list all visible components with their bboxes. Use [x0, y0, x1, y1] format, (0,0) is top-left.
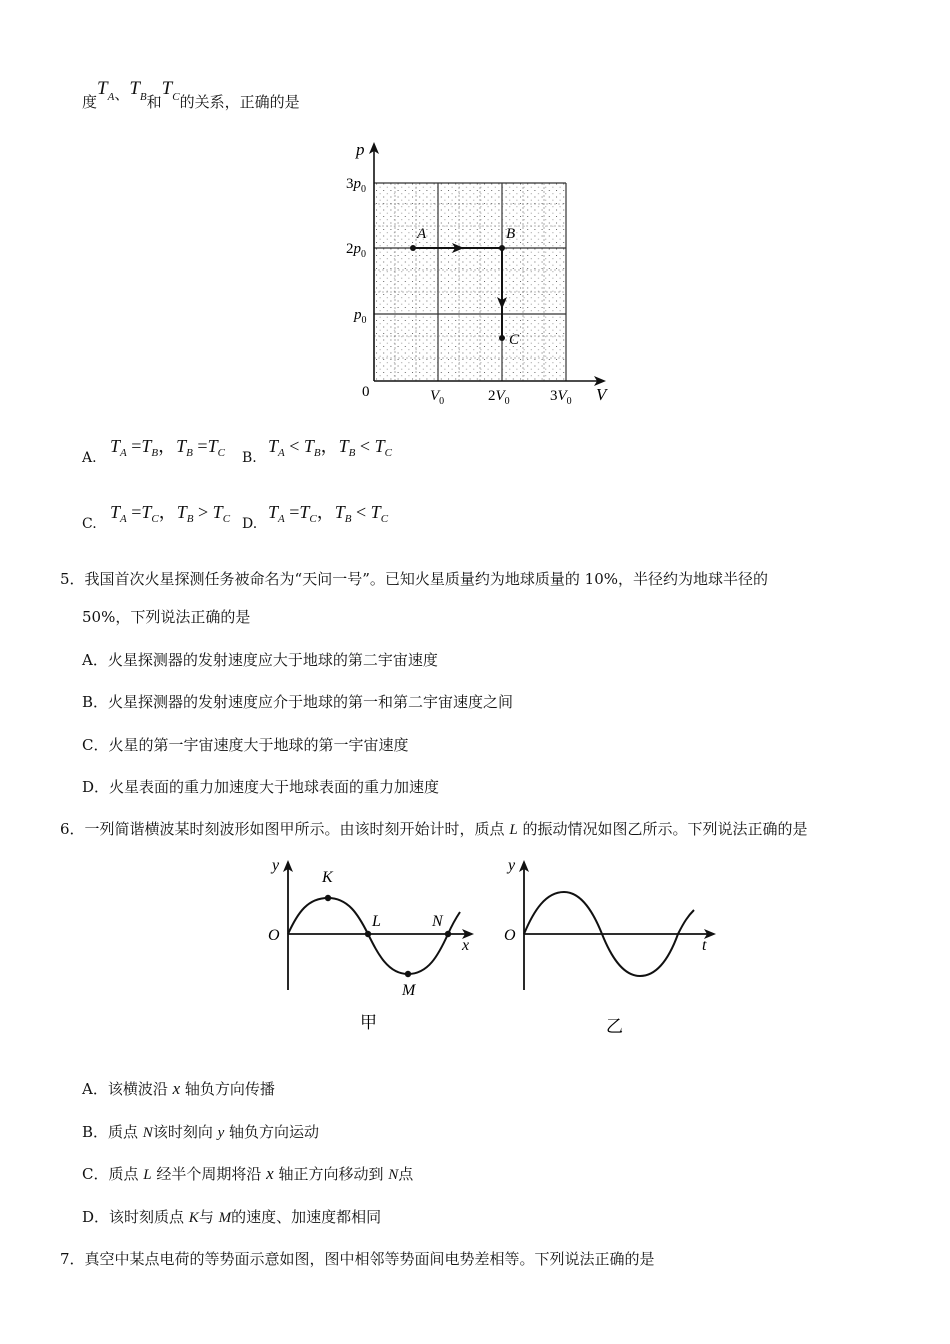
var-ta-sub: A	[107, 91, 115, 103]
yi-caption: 乙	[606, 1017, 623, 1036]
pv-point-a	[410, 245, 416, 251]
jia-origin: O	[268, 927, 280, 944]
q6-option-c-text2: 经半个周期将沿	[151, 1165, 267, 1183]
pv-xtick-v0: $V_0$	[430, 388, 445, 407]
jia-y-label: y	[272, 857, 280, 874]
pv-ytick-2p0: $2p_0$	[346, 241, 366, 260]
q6-option-d-text2: 与	[198, 1208, 219, 1226]
pv-y-label: p	[356, 140, 365, 159]
var-tc-sub: C	[172, 91, 180, 103]
q6-stem-var: L	[509, 822, 518, 838]
pv-xtick-2v0: $2V_0$	[488, 388, 510, 407]
q4-option-c-expr: $T_A =T_C$，$T_B > T_C$	[110, 502, 231, 525]
q4-stem-prefix: 度	[82, 93, 98, 111]
pv-label-a: A	[417, 226, 427, 242]
q6-option-d[interactable]	[82, 1206, 381, 1227]
yi-y-label: y	[508, 857, 516, 874]
q4-option-b-label: B.	[242, 450, 257, 466]
jia-point-m	[405, 971, 411, 977]
q6-option-a[interactable]	[82, 1078, 275, 1099]
q6-option-d-var1: K	[188, 1210, 199, 1226]
jia-point-k	[325, 895, 331, 901]
q5-option-d[interactable]: D．火星表面的重力加速度大于地球表面的重力加速度	[82, 778, 440, 796]
q6-option-a-text2: 轴负方向传播	[180, 1080, 275, 1098]
q5-stem-line1: 5．我国首次火星探测任务被命名为“天问一号”。已知火星质量约为地球质量的 10%，半径约为地球半径的	[60, 570, 768, 588]
q6-stem-a: 6．一列简谐横波某时刻波形如图甲所示。由该时刻开始计时，质点	[60, 820, 510, 838]
jia-caption: 甲	[360, 1013, 377, 1032]
q6-option-c[interactable]	[82, 1163, 413, 1184]
pv-point-c	[499, 335, 505, 341]
pv-xtick-3v0: $3V_0$	[550, 388, 572, 407]
jia-label-k: K	[322, 869, 333, 886]
pv-origin: 0	[362, 384, 370, 400]
q6-option-b-var2: y	[217, 1125, 225, 1141]
pv-graph	[340, 138, 620, 418]
jia-point-l	[365, 931, 371, 937]
q6-option-c-var1: L	[143, 1167, 152, 1183]
pv-x-label: V	[596, 385, 607, 404]
q4-option-a[interactable]	[82, 432, 262, 470]
pv-grid	[374, 183, 566, 381]
wave-graph-jia	[262, 852, 482, 1042]
q6-option-b-text3: 轴负方向运动	[224, 1123, 320, 1141]
pv-ytick-3p0: $3p_0$	[346, 176, 366, 195]
q6-option-c-text1: C．质点	[82, 1165, 144, 1183]
q5-option-b[interactable]: B．火星探测器的发射速度应介于地球的第一和第二宇宙速度之间	[82, 693, 514, 711]
q4-stem-suffix: 的关系，正确的是	[179, 93, 300, 111]
q6-option-b[interactable]	[82, 1121, 319, 1142]
q7-stem: 7．真空中某点电荷的等势面示意如图，图中相邻等势面间电势差相等。下列说法正确的是	[60, 1250, 655, 1268]
q6-option-d-text3: 的速度、加速度都相同	[231, 1208, 382, 1226]
q6-option-c-text4: 点	[398, 1165, 414, 1183]
wave-graph-yi	[498, 852, 728, 1042]
var-tb-sub: B	[139, 91, 147, 103]
jia-wave-curve	[288, 898, 460, 974]
jia-label-n: N	[432, 913, 443, 930]
pv-label-b: B	[506, 226, 516, 242]
q6-option-d-text1: D．该时刻质点	[82, 1208, 189, 1226]
q4-option-c-label: C.	[82, 516, 97, 532]
q4-option-b[interactable]	[242, 432, 422, 470]
q4-option-c[interactable]	[82, 498, 262, 536]
q5-stem-line2: 50%，下列说法正确的是	[82, 608, 251, 626]
q6-stem	[60, 818, 807, 839]
q4-option-d-expr: $T_A =T_C$，$T_B < T_C$	[268, 502, 389, 525]
q5-option-c[interactable]: C．火星的第一宇宙速度大于地球的第一宇宙速度	[82, 736, 409, 754]
var-tb: T	[129, 78, 140, 99]
q6-option-c-var3: N	[388, 1167, 399, 1183]
pv-point-b	[499, 245, 505, 251]
q4-sep: 、	[114, 85, 130, 103]
pv-label-c: C	[509, 332, 520, 348]
yi-origin: O	[504, 927, 516, 944]
q4-option-d-label: D.	[242, 516, 258, 532]
q6-option-b-text1: B．质点	[82, 1123, 143, 1141]
q4-option-b-expr: $T_A < T_B$，$T_B < T_C$	[268, 436, 392, 459]
q6-option-b-var1: N	[142, 1125, 153, 1141]
var-tc: T	[161, 78, 173, 99]
q6-option-d-var2: M	[218, 1210, 232, 1226]
jia-x-label: x	[462, 937, 470, 954]
jia-label-m: M	[402, 982, 416, 999]
q5-option-a[interactable]: A．火星探测器的发射速度应大于地球的第二宇宙速度	[82, 651, 438, 669]
q6-option-b-text2: 该时刻向	[152, 1123, 218, 1141]
q6-option-c-text3: 轴正方向移动到	[273, 1165, 389, 1183]
q6-option-a-text1: A．该横波沿	[82, 1080, 173, 1098]
pv-ytick-p0: $p_0$	[354, 307, 367, 326]
q6-stem-b: 的振动情况如图乙所示。下列说法正确的是	[517, 820, 808, 838]
jia-point-n	[445, 931, 451, 937]
q4-stem	[82, 78, 300, 111]
q4-option-d[interactable]	[242, 498, 422, 536]
q4-and: 和	[146, 93, 162, 111]
var-ta: T	[97, 78, 108, 99]
jia-label-l: L	[372, 913, 381, 930]
q4-option-a-label: A.	[82, 450, 97, 466]
yi-t-label: t	[702, 937, 707, 954]
q6-option-c-var2: x	[266, 1164, 274, 1183]
q4-option-a-expr: $T_A =T_B$，$T_B =T_C$	[110, 436, 225, 459]
q6-option-a-var: x	[172, 1079, 181, 1098]
